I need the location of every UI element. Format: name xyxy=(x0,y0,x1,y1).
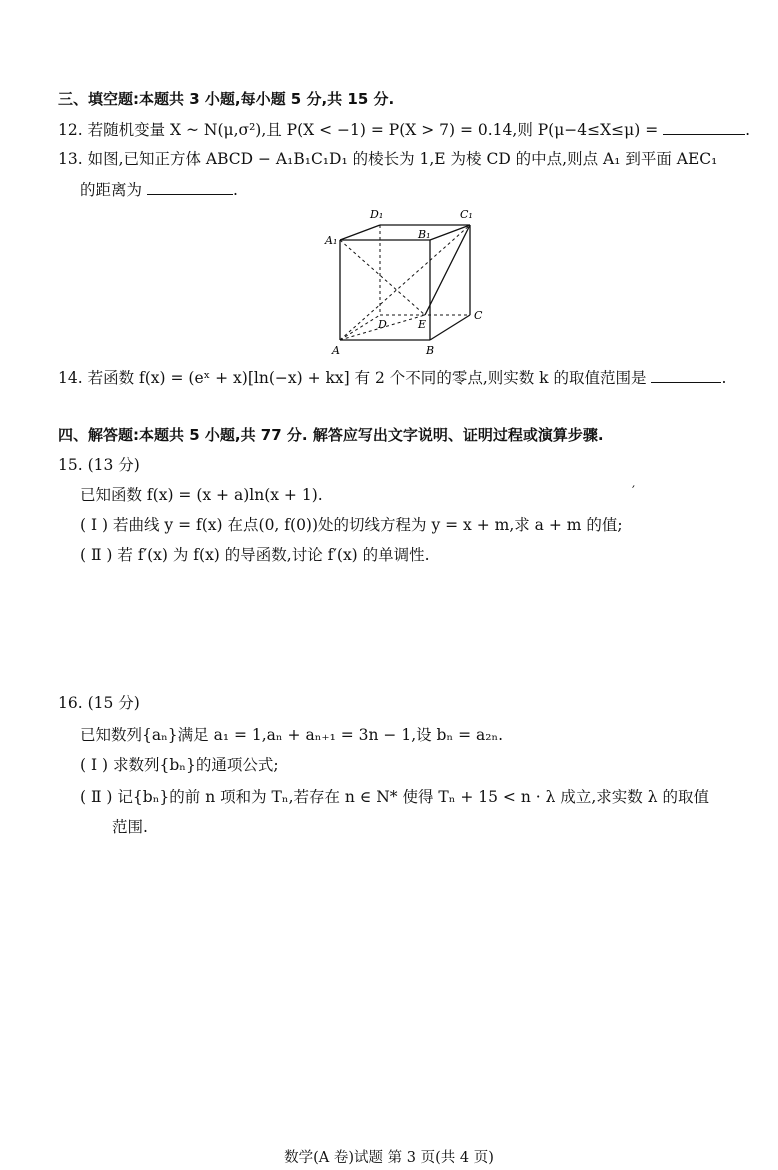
question-15-part-2: ( Ⅱ ) 若 f′(x) 为 f(x) 的导函数,讨论 f′(x) 的单调性. xyxy=(80,546,430,564)
question-15-head: 15. (13 分) xyxy=(58,456,140,474)
question-13-answer-blank xyxy=(147,178,233,195)
question-13-end: . xyxy=(232,181,238,199)
cube-diagram xyxy=(320,200,500,360)
label-A: A xyxy=(332,344,340,357)
segment-EC1 xyxy=(425,225,470,315)
label-D: D xyxy=(378,318,387,331)
section-3-title: 三、填空题:本题共 3 小题,每小题 5 分,共 15 分. xyxy=(58,90,395,108)
cube-figure xyxy=(320,200,500,360)
label-E: E xyxy=(418,318,427,331)
question-14-end: . xyxy=(721,369,727,387)
question-12-end: . xyxy=(745,121,751,139)
question-12-answer-blank xyxy=(663,118,745,135)
question-16-part-2-line-1: ( Ⅱ ) 记{bₙ}的前 n 项和为 Tₙ,若存在 n ∈ N* 使得 Tₙ + 15 < n · λ 成立,求实数 λ 的取值 xyxy=(80,788,709,806)
label-A1: A₁ xyxy=(325,234,338,247)
question-14-text: 14. 若函数 f(x) = (eˣ + x)[ln(−x) + kx] 有 2 个不同的零点,则实数 k 的取值范围是 xyxy=(58,369,647,387)
question-16-part-1: ( Ⅰ ) 求数列{bₙ}的通项公式; xyxy=(80,756,279,774)
label-D1: D₁ xyxy=(370,208,384,221)
question-14-answer-blank xyxy=(651,366,721,383)
question-12-text: 12. 若随机变量 X ~ N(μ,σ²),且 P(X < −1) = P(X > 7) = 0.14,则 P(μ−4≤X≤μ) = xyxy=(58,121,659,139)
question-16-stem: 已知数列{aₙ}满足 a₁ = 1,aₙ + aₙ₊₁ = 3n − 1,设 bₙ = a₂ₙ. xyxy=(80,726,504,744)
label-B1: B₁ xyxy=(418,228,431,241)
segment-AC1-hidden xyxy=(340,225,470,340)
question-14 xyxy=(58,366,758,389)
edge-A1D1 xyxy=(340,225,380,240)
segment-A1E-hidden xyxy=(340,240,425,315)
question-16-head: 16. (15 分) xyxy=(58,694,140,712)
question-13-text-2: 的距离为 xyxy=(80,181,143,199)
edge-BC xyxy=(430,315,470,340)
label-B: B xyxy=(426,344,435,357)
section-4-title: 四、解答题:本题共 5 小题,共 77 分. 解答应写出文字说明、证明过程或演算步骤. xyxy=(58,426,604,444)
question-13-line-2 xyxy=(80,178,778,201)
question-12 xyxy=(58,118,758,141)
edge-AD-hidden xyxy=(340,315,380,340)
label-C1: C₁ xyxy=(460,208,473,221)
label-C: C xyxy=(474,309,483,322)
question-15-stem: 已知函数 f(x) = (x + a)ln(x + 1). xyxy=(80,486,323,504)
question-15-part-1: ( Ⅰ ) 若曲线 y = f(x) 在点(0, f(0))处的切线方程为 y = x + m,求 a + m 的值; xyxy=(80,516,623,534)
stray-mark: ′ xyxy=(632,484,635,499)
question-16-part-2-line-2: 范围. xyxy=(112,818,148,836)
question-13-line-1: 13. 如图,已知正方体 ABCD − A₁B₁C₁D₁ 的棱长为 1,E 为棱 CD 的中点,则点 A₁ 到平面 AEC₁ xyxy=(58,150,718,168)
page-footer: 数学(A 卷)试题 第 3 页(共 4 页) xyxy=(284,1150,494,1166)
